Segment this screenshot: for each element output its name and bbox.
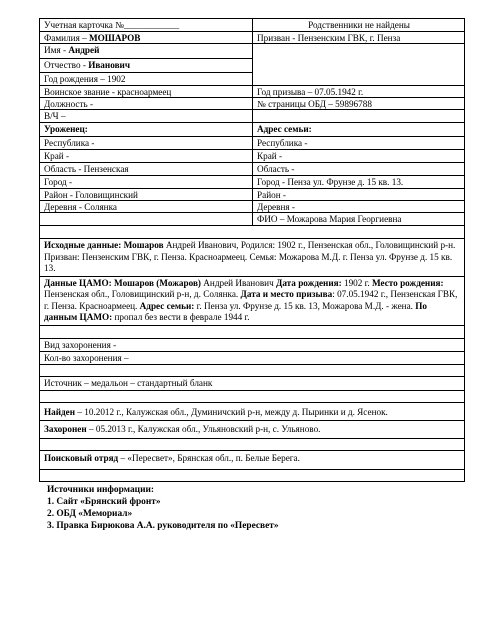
patronymic-field: Отчество - Иванович bbox=[40, 58, 252, 72]
burial-type-row bbox=[40, 338, 464, 351]
source-data-row bbox=[40, 238, 464, 276]
family-address-title: Адрес семьи: bbox=[257, 124, 312, 134]
surname-value: МОШАРОВ bbox=[88, 33, 141, 43]
family-fio: ФИО – Можарова Мария Георгиевна bbox=[257, 214, 402, 224]
relatives-status: Родственники не найдены bbox=[308, 20, 410, 30]
spacer-row-2 bbox=[40, 325, 464, 338]
tsamo-data-text: Данные ЦАМО: Мошаров (Можаров) Андрей Иванович Дата рождения: 1902 г. Место рождения: Пензенская обл., Головищинский р-н, д. Солянка. Дата и место призыва: 07.05.1942 г., Пензенская ГВК, г. Пенза. Красноармеец. Адрес семьи: г. Пенза ул. Фрунзе д. 15 кв. 13, Можарова М.Д. - жена. По данным ЦАМО: пропал без вести в феврале 1944 г. bbox=[44, 277, 458, 322]
fio-row bbox=[40, 212, 464, 225]
district-row bbox=[40, 188, 464, 200]
address-titles-row bbox=[40, 122, 464, 136]
unit-row bbox=[40, 109, 464, 122]
found-field: Найден – 10.2012 г., Калужская обл., Думиничский р-н, между д. Пыринки и д. Ясенок. bbox=[44, 406, 388, 417]
birth-region: Край - bbox=[40, 150, 253, 162]
obd-page-field: № страницы ОБД – 59896788 bbox=[257, 99, 372, 109]
surname-row bbox=[40, 31, 464, 43]
birth-republic: Республика - bbox=[40, 137, 253, 149]
family-republic: Республика - bbox=[257, 138, 308, 148]
family-village: Деревня - bbox=[257, 202, 295, 212]
burial-count-row bbox=[40, 351, 464, 364]
card-number-label: Учетная карточка №____________ bbox=[40, 19, 253, 31]
search-team-row bbox=[40, 450, 464, 469]
source-item: 2. ОБД «Мемориал» bbox=[47, 509, 133, 519]
position-field: Должность - bbox=[40, 98, 253, 109]
found-row bbox=[40, 402, 464, 420]
birthplace-title: Уроженец: bbox=[40, 123, 253, 136]
name-block bbox=[40, 43, 464, 85]
source-item: 1. Сайт «Брянский фронт» bbox=[47, 497, 161, 507]
spacer-row-6 bbox=[40, 469, 464, 481]
source-item: 3. Правка Бирюкова А.А. руководителя по «Пересвет» bbox=[47, 521, 279, 531]
family-district: Район - bbox=[257, 190, 286, 200]
oblast-row bbox=[40, 162, 464, 175]
patronymic-value: Иванович bbox=[88, 60, 130, 70]
name-block-left bbox=[40, 44, 253, 85]
buried-row bbox=[40, 420, 464, 438]
family-city: Город - Пенза ул. Фрунзе д. 15 кв. 13. bbox=[257, 177, 404, 187]
name-value: Андрей bbox=[68, 45, 100, 55]
city-row bbox=[40, 175, 464, 188]
burial-count-field: Кол-во захоронения – bbox=[44, 352, 129, 363]
tsamo-data-row bbox=[40, 276, 464, 325]
sources-section bbox=[47, 484, 279, 532]
name-block-right bbox=[253, 44, 464, 85]
buried-field: Захоронен – 05.2013 г., Калужская обл., Ульяновский р-н, с. Ульяново. bbox=[44, 423, 321, 434]
source-row bbox=[40, 376, 464, 390]
search-team-field: Поисковый отряд – «Пересвет», Брянская обл., п. Белые Берега. bbox=[44, 452, 300, 463]
unit-field: В/Ч – bbox=[40, 110, 253, 122]
source-field: Источник – медальон – стандартный бланк bbox=[44, 377, 213, 388]
drafted-by-field: Призван - Пензенским ГВК, г. Пенза bbox=[257, 33, 401, 43]
region-row bbox=[40, 149, 464, 162]
family-region: Край - bbox=[257, 151, 283, 161]
republic-row bbox=[40, 136, 464, 149]
village-row bbox=[40, 200, 464, 212]
spacer-row-5 bbox=[40, 438, 464, 450]
birth-oblast: Область - Пензенская bbox=[40, 163, 253, 175]
rank-row bbox=[40, 85, 464, 97]
name-field: Имя - Андрей bbox=[44, 45, 100, 55]
birth-district: Район - Головищинский bbox=[40, 189, 253, 200]
spacer-row-4 bbox=[40, 390, 464, 402]
family-oblast: Область - bbox=[257, 164, 295, 174]
sources-title: Источники информации: bbox=[47, 485, 155, 495]
burial-type-field: Вид захоронения - bbox=[44, 339, 117, 350]
spacer-row-1 bbox=[40, 225, 464, 238]
draft-year-field: Год призыва – 07.05.1942 г. bbox=[257, 87, 364, 97]
rank-field: Воинское звание - красноармеец bbox=[40, 86, 253, 97]
surname-field: Фамилия – МОШАРОВ bbox=[40, 32, 253, 43]
card-header-row bbox=[40, 19, 464, 31]
position-row bbox=[40, 97, 464, 109]
registration-card bbox=[39, 18, 465, 482]
birth-year-field: Год рождения – 1902 bbox=[40, 72, 252, 84]
source-data-text: Исходные данные: Мошаров Андрей Иванович, Родился: 1902 г., Пензенская обл., Головищинский р-н. Призван: Пензенским ГВК, г. Пенза. Красноармеец. Семья: Можарова М.Д. г. Пенза ул. Фрунзе д. 15 кв. 13. bbox=[44, 240, 456, 273]
birth-city: Город - bbox=[40, 176, 253, 188]
spacer-row-3 bbox=[40, 364, 464, 376]
birth-village: Деревня - Солянка bbox=[40, 201, 253, 212]
